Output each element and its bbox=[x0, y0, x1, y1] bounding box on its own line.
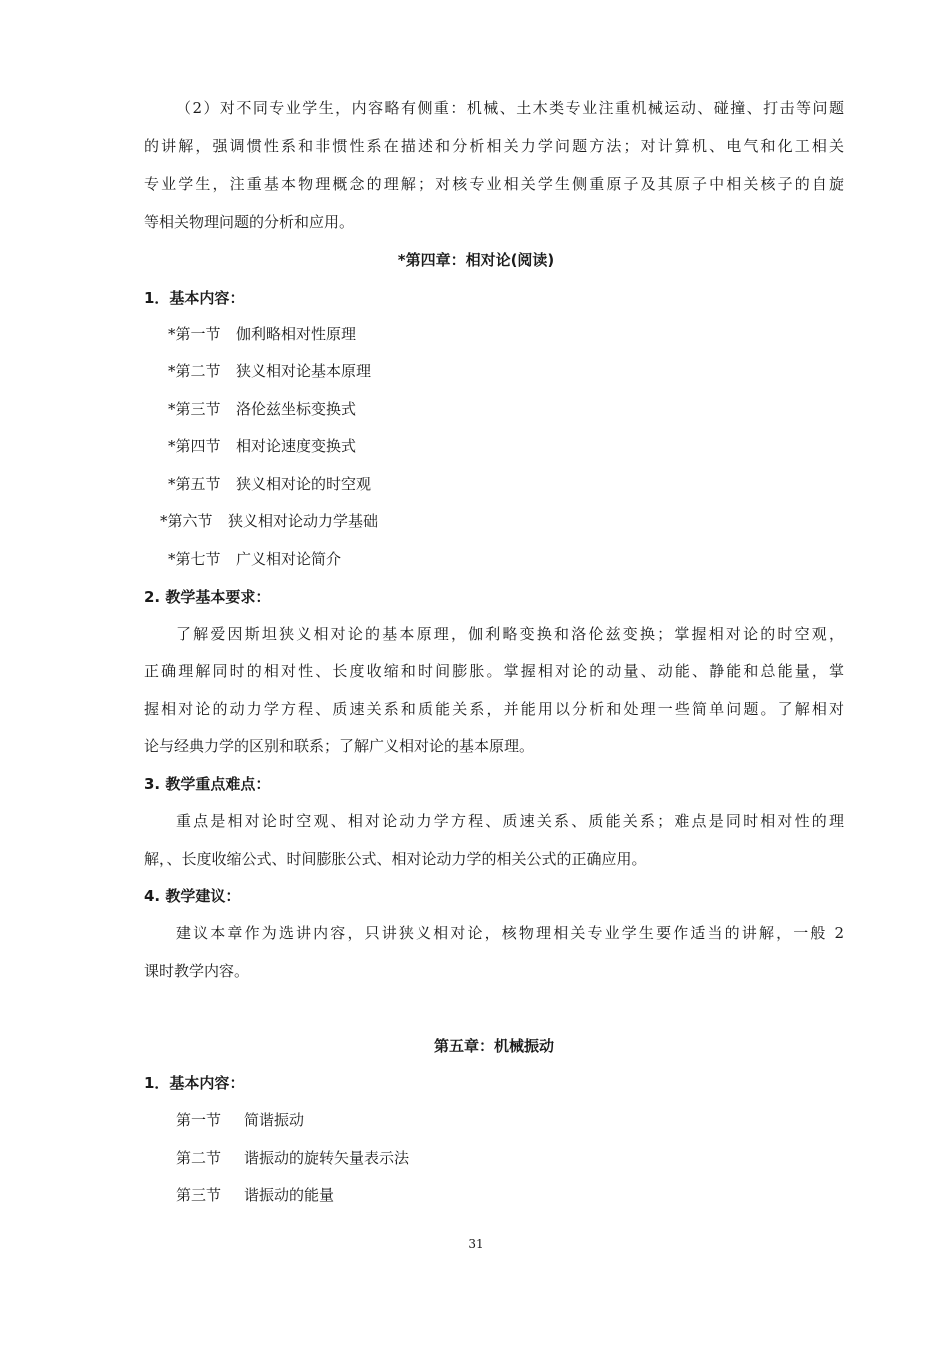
section-number: 第三节 bbox=[176, 1186, 222, 1204]
requirements-line-3: 握相对论的动力学方程、质速关系和质能关系，并能用以分析和处理一些简单问题。了解相对 bbox=[144, 700, 844, 718]
intro-line-4: 等相关物理问题的分析和应用。 bbox=[144, 213, 355, 231]
page-number: 31 bbox=[468, 1237, 484, 1251]
chapter4-section-5 bbox=[168, 474, 371, 494]
requirements-line-4: 论与经典力学的区别和联系；了解广义相对论的基本原理。 bbox=[144, 737, 535, 755]
key-points-line-2: 解，、长度收缩公式、时间膨胀公式、相对论动力学的相关公式的正确应用。 bbox=[144, 850, 647, 868]
intro-line-3: 专业学生，注重基本物理概念的理解；对核专业相关学生侧重原子及其原子中相关核子的自旋 bbox=[144, 175, 844, 193]
chapter5-section-3 bbox=[176, 1185, 334, 1205]
chapter4-section-3 bbox=[168, 399, 356, 419]
section-number: *第六节 bbox=[160, 512, 213, 530]
chapter5-section-1 bbox=[176, 1110, 304, 1130]
section-number: *第三节 bbox=[168, 400, 221, 418]
chapter4-section-7 bbox=[168, 549, 341, 569]
section-title: 广义相对论简介 bbox=[236, 550, 342, 568]
section-title: 简谐振动 bbox=[244, 1111, 305, 1129]
chapter4-section-6 bbox=[160, 511, 378, 531]
section-number: *第七节 bbox=[168, 550, 221, 568]
chapter4-heading-advice: 4. 教学建议： bbox=[144, 887, 241, 905]
section-number: *第五节 bbox=[168, 475, 221, 493]
chapter4-title: *第四章：相对论(阅读) bbox=[397, 251, 555, 269]
chapter5-title: 第五章：机械振动 bbox=[433, 1037, 554, 1055]
chapter4-section-2 bbox=[168, 361, 371, 381]
requirements-line-2: 正确理解同时的相对性、长度收缩和时间膨胀。掌握相对论的动量、动能、静能和总能量，掌 bbox=[144, 662, 844, 680]
section-number: *第二节 bbox=[168, 362, 221, 380]
section-number: *第四节 bbox=[168, 437, 221, 455]
section-number: 第二节 bbox=[176, 1149, 222, 1167]
chapter5-heading-basic-content: 1．基本内容： bbox=[144, 1074, 245, 1092]
intro-line-1: （2）对不同专业学生，内容略有侧重：机械、土木类专业注重机械运动、碰撞、打击等问题 bbox=[176, 99, 844, 117]
chapter4-heading-key-points: 3. 教学重点难点： bbox=[144, 775, 271, 793]
section-title: 洛伦兹坐标变换式 bbox=[236, 400, 357, 418]
advice-line-2: 课时教学内容。 bbox=[144, 962, 250, 980]
section-title: 谐振动的旋转矢量表示法 bbox=[244, 1149, 410, 1167]
requirements-line-1: 了解爱因斯坦狭义相对论的基本原理，伽利略变换和洛伦兹变换；掌握相对论的时空观， bbox=[176, 625, 844, 643]
section-title: 狭义相对论基本原理 bbox=[236, 362, 372, 380]
advice-line-1: 建议本章作为选讲内容，只讲狭义相对论，核物理相关专业学生要作适当的讲解，一般 2 bbox=[176, 924, 844, 942]
section-title: 谐振动的能量 bbox=[244, 1186, 335, 1204]
chapter4-section-4 bbox=[168, 436, 356, 456]
section-number: 第一节 bbox=[176, 1111, 222, 1129]
chapter5-section-2 bbox=[176, 1148, 409, 1168]
chapter4-heading-basic-content: 1．基本内容： bbox=[144, 289, 245, 307]
section-number: *第一节 bbox=[168, 325, 221, 343]
section-title: 狭义相对论动力学基础 bbox=[228, 512, 379, 530]
chapter4-section-1 bbox=[168, 324, 356, 344]
intro-line-2: 的讲解，强调惯性系和非惯性系在描述和分析相关力学问题方法；对计算机、电气和化工相关 bbox=[144, 137, 844, 155]
section-title: 伽利略相对性原理 bbox=[236, 325, 357, 343]
section-title: 相对论速度变换式 bbox=[236, 437, 357, 455]
section-title: 狭义相对论的时空观 bbox=[236, 475, 372, 493]
key-points-line-1: 重点是相对论时空观、相对论动力学方程、质速关系、质能关系；难点是同时相对性的理 bbox=[176, 812, 844, 830]
chapter4-heading-requirements: 2. 教学基本要求： bbox=[144, 588, 271, 606]
